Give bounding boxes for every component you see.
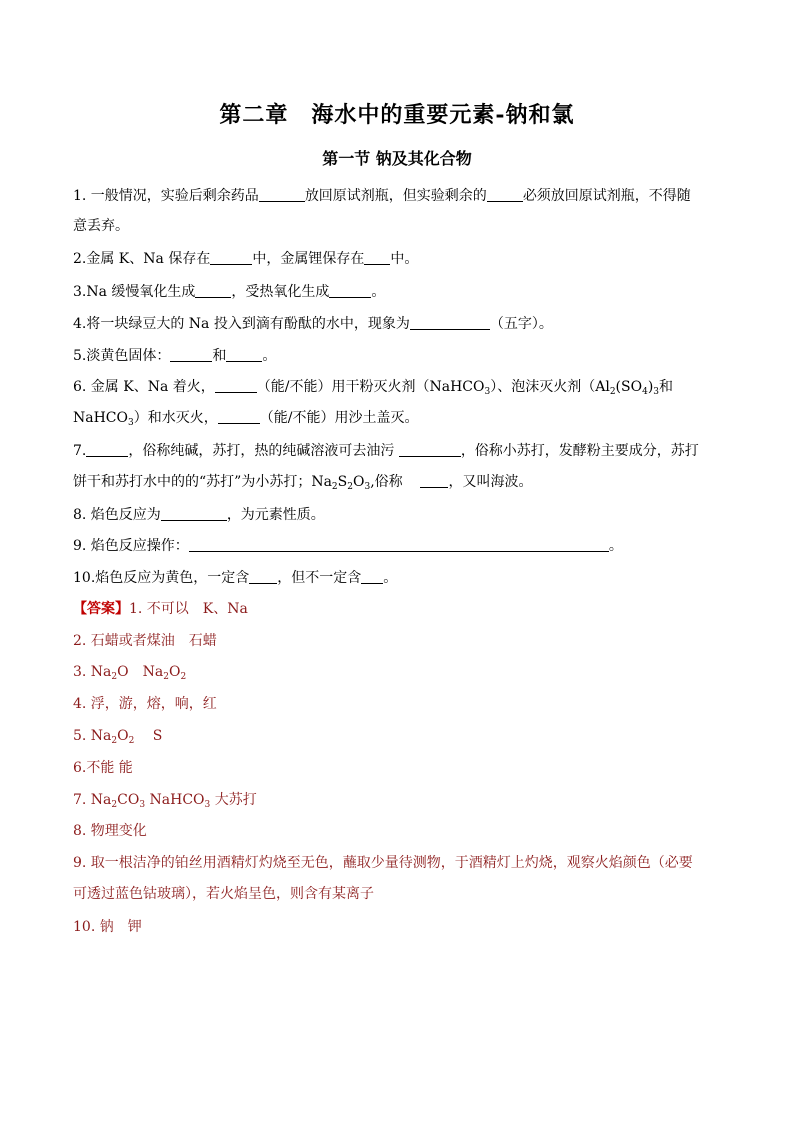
blank xyxy=(189,537,609,552)
blank xyxy=(170,347,212,362)
answer-2: 2. 石蜡或者煤油 石蜡 xyxy=(73,633,217,649)
blank xyxy=(364,250,390,265)
blank xyxy=(410,315,490,330)
answer-5: 5. $Na_2O_2$ S xyxy=(73,728,163,746)
blank xyxy=(420,473,448,488)
blank xyxy=(86,442,128,457)
section-title: 第一节 钠及其化合物 xyxy=(322,149,472,168)
answer-1: 【答案】1. 不可以 K、Na xyxy=(73,601,248,617)
answer-9: 9. 取一根洁净的铂丝用酒精灯灼烧至无色，蘸取少量待测物，于酒精灯上灼烧，观察火焰颜色（必要 xyxy=(73,855,693,871)
blank xyxy=(210,250,252,265)
question-7: 7. ，俗称纯碱，苏打，热的纯碱溶液可去油污 ，俗称小苏打，发酵粉主要成分，苏打 xyxy=(73,443,699,459)
blank xyxy=(361,569,383,584)
answer-8: 8. 物理变化 xyxy=(73,823,147,839)
question-5: 5.淡黄色固体： 和 。 xyxy=(73,348,277,364)
answer-10: 10. 钠 钾 xyxy=(73,919,142,935)
question-10: 10.焰色反应为黄色，一定含 ，但不一定含 。 xyxy=(73,570,398,586)
question-4: 4.将一块绿豆大的 Na 投入到滴有酚酞的水中，现象为 （五字）。 xyxy=(73,316,553,332)
blank xyxy=(226,347,262,362)
blank xyxy=(399,442,461,457)
answer-6: 6.不能 能 xyxy=(73,760,133,776)
question-7-cont: 饼干和苏打水中的的“苏打”为小苏打；$Na_2S_2O_3$,俗称 ，又叫海波。 xyxy=(73,474,533,492)
chapter-title: 第二章 海水中的重要元素-钠和氯 xyxy=(219,102,575,128)
question-8: 8. 焰色反应为 ，为元素性质。 xyxy=(73,507,325,523)
answer-7: 7. $Na_2CO_3$ NaHCO$_3$ 大苏打 xyxy=(73,792,257,810)
question-6-cont: NaHCO$_3$）和水灭火， （能/不能）用沙土盖灭。 xyxy=(73,410,419,428)
answer-3: 3. $Na_2O$ $Na_2O_2$ xyxy=(73,664,187,682)
question-3: 3.Na 缓慢氧化生成 ，受热氧化生成 。 xyxy=(73,284,386,300)
blank xyxy=(259,187,305,202)
blank xyxy=(329,283,371,298)
answer-4: 4. 浮，游，熔，响，红 xyxy=(73,696,217,712)
answer-9-cont: 可透过蓝色钴玻璃），若火焰呈色，则含有某离子 xyxy=(73,886,374,902)
question-9: 9. 焰色反应操作： 。 xyxy=(73,538,623,554)
question-6: 6. 金属 K、Na 着火， （能/不能）用干粉灭火剂（NaHCO$_3$）、泡沫灭火剂（$Al_2(SO_4)_3$和 xyxy=(73,379,674,397)
question-1-cont: 意丢弃。 xyxy=(73,218,129,234)
blank xyxy=(195,283,231,298)
blank xyxy=(218,409,260,424)
blank xyxy=(487,187,523,202)
question-2: 2.金属 K、Na 保存在 中，金属锂保存在 中。 xyxy=(73,251,419,267)
answer-tag: 【答案】 xyxy=(73,601,129,617)
question-1: 1. 一般情况，实验后剩余药品 放回原试剂瓶，但实验剩余的 必须放回原试剂瓶，不得随 xyxy=(73,188,691,204)
blank xyxy=(215,378,257,393)
blank xyxy=(249,569,277,584)
blank xyxy=(161,506,227,521)
